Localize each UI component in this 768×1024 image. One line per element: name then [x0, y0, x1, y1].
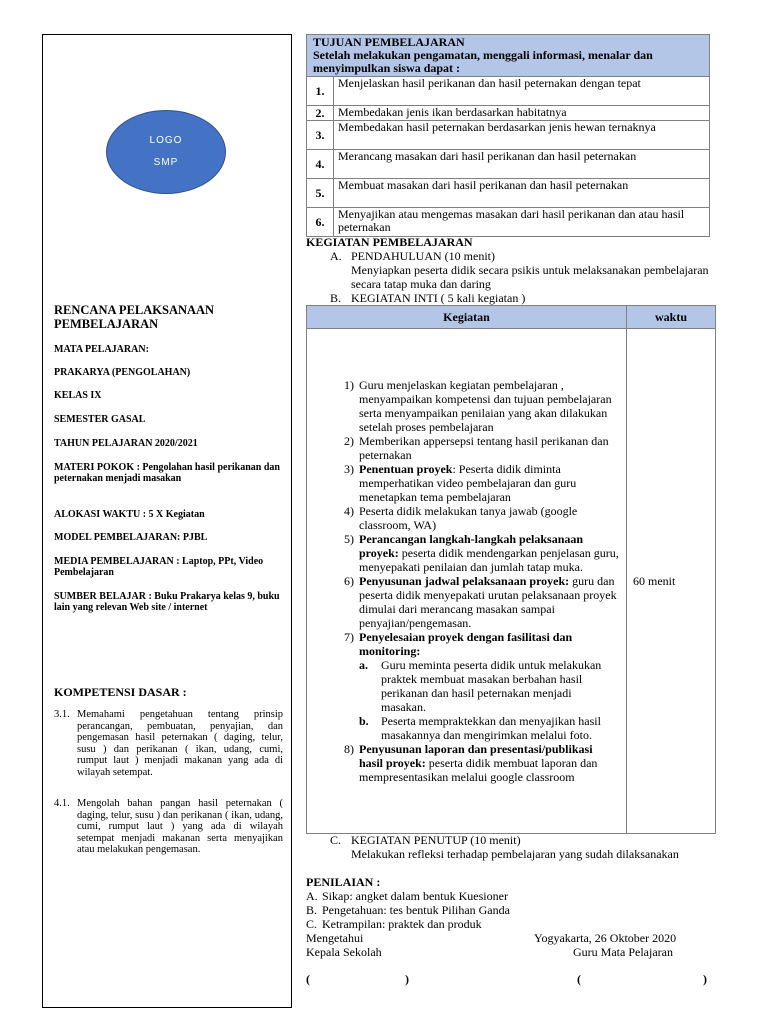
section-b-label: B.	[330, 291, 342, 305]
goals-header	[307, 35, 710, 77]
teacher-name-open: (	[577, 972, 581, 986]
meta-main-material: MATERI POKOK : Pengolahan hasil perikanan dan peternakan menjadi masakan	[54, 462, 280, 484]
section-c-text: Melakukan refleksi terhadap pembelajaran yang sudah dilaksanakan	[351, 847, 679, 861]
goal-number: 2.	[307, 106, 334, 121]
goal-number: 1.	[307, 77, 334, 106]
list-item: 5) Perancangan langkah-langkah pelaksanaan proyek: peserta didik mendengarkan penjelasan guru, menyepakati penilaian dan jumlah tatap muka.	[344, 531, 619, 574]
list-item: 4) Peserta didik melakukan tanya jawab (google classroom, WA)	[344, 503, 578, 532]
goals-intro: Setelah melakukan pengamatan, menggali informasi, menalar dan menyimpulkan siswa dapat :	[313, 48, 653, 75]
list-item: 1) Guru menjelaskan kegiatan pembelajaran , menyampaikan kompetensi dan tujuan pembelajaran serta menyampaikan penilaian yang akan dilakukan setelah proses pembelajaran	[344, 377, 612, 434]
time-column-header: waktu	[627, 306, 716, 329]
goal-number: 5.	[307, 179, 334, 208]
principal-name-close: )	[405, 972, 409, 986]
goal-row	[307, 150, 710, 179]
goal-text: Membedakan jenis ikan berdasarkan habitatnya	[334, 106, 710, 121]
activity-list	[308, 377, 625, 786]
meta-learning-model: MODEL PEMBELAJARAN: PJBL	[54, 532, 208, 543]
section-b-title: KEGIATAN INTI ( 5 kali kegiatan )	[351, 291, 526, 305]
competency-number: 3.1.	[54, 709, 70, 720]
place-date: Yogyakarta, 26 Oktober 2020	[534, 931, 677, 945]
school-logo	[106, 110, 226, 194]
competency-text: Memahami pengetahuan tentang prinsip perancangan, pembuatan, penyajian, dan pengemasan hasil peternakan ( daging, telur, susu ) dan perikanan ( ikan, udang, cumi, rumput laut ) menjadi makanan yang ada di wilayah setempat.	[77, 709, 283, 778]
meta-time-allocation: ALOKASI WAKTU : 5 X Kegiatan	[54, 509, 205, 520]
competency-number: 4.1.	[54, 798, 70, 809]
meta-subject-label: MATA PELAJARAN:	[54, 344, 149, 355]
list-item: 7) Penyelesaian proyek dengan fasilitasi dan monitoring: a. Guru meminta peserta didik untuk melakukan praktek membuat masakan berbahan hasil perikanan dan hasil peternakan menjadi masakan. b. Peserta mempraktekkan dan menyajikan hasil masakannya dan mengirimkan melalui foto.	[332, 630, 619, 742]
competency-item	[54, 709, 283, 778]
goal-row	[307, 121, 710, 150]
assessment-item: A. Sikap: angket dalam bentuk Kuesioner	[306, 889, 508, 903]
meta-learning-media: MEDIA PEMBELAJARAN : Laptop, PPt, Video Pembelajaran	[54, 556, 264, 578]
cover-panel	[42, 34, 292, 1008]
competency-heading: KOMPETENSI DASAR :	[54, 685, 187, 699]
teacher-role: Guru Mata Pelajaran	[573, 945, 673, 959]
meta-subject: PRAKARYA (PENGOLAHAN)	[54, 367, 191, 378]
section-c-title: KEGIATAN PENUTUP (10 menit)	[351, 833, 521, 847]
competency-text: Mengolah bahan pangan hasil peternakan ( daging, telur, susu ) dan perikanan ( ikan, udang, cumi, rumput laut ) yang ada di wilayah setempat menjadi makanan serta menyajikan atau melakukan pengemasan.	[77, 798, 283, 855]
goal-number: 3.	[307, 121, 334, 150]
section-a-label: A.	[330, 249, 342, 263]
learning-goals-table	[306, 34, 710, 237]
logo-subtext: SMP	[153, 157, 179, 168]
goals-title: TUJUAN PEMBELAJARAN	[313, 35, 465, 49]
goal-row	[307, 77, 710, 106]
section-a-title: PENDAHULUAN (10 menit)	[351, 249, 495, 263]
activities-heading: KEGIATAN PEMBELAJARAN	[306, 235, 473, 249]
section-c-label: C.	[330, 833, 342, 847]
goal-text: Merancang masakan dari hasil perikanan dan hasil peternakan	[334, 150, 710, 179]
competency-item	[54, 798, 283, 856]
meta-class: KELAS IX	[54, 390, 102, 401]
goal-row	[307, 106, 710, 121]
goal-row	[307, 208, 710, 237]
activity-column-header: Kegiatan	[307, 306, 627, 329]
assessment-item: B. Pengetahuan: tes bentuk Pilihan Ganda	[306, 903, 510, 917]
logo-text: LOGO	[149, 135, 183, 146]
teacher-name-close: )	[703, 972, 707, 986]
meta-school-year: TAHUN PELAJARAN 2020/2021	[54, 438, 198, 449]
goal-text: Membuat masakan dari hasil perikanan dan hasil peternakan	[334, 179, 710, 208]
goal-number: 6.	[307, 208, 334, 237]
time-cell: 60 menit	[627, 329, 716, 834]
meta-semester: SEMESTER GASAL	[54, 414, 146, 425]
document-title: RENCANA PELAKSANAAN PEMBELAJARAN	[54, 303, 215, 331]
list-item: 6) Penyusunan jadwal pelaksanaan proyek: guru dan peserta didik menyepakati urutan pelaksanaan proyek dimulai dari merancang masakan sampai penyajian/pengemasan.	[344, 573, 617, 630]
section-a-text: Menyiapkan peserta didik secara psikis untuk melaksanakan pembelajaran secara tatap muka dan daring	[351, 263, 709, 291]
acknowledged-label: Mengetahui	[306, 931, 364, 945]
meta-learning-sources: SUMBER BELAJAR : Buku Prakarya kelas 9, buku lain yang relevan Web site / internet	[54, 591, 280, 613]
core-activities-table	[306, 305, 716, 834]
sub-list-item: b. Peserta mempraktekkan dan menyajikan hasil masakannya dan mengirimkan melalui foto.	[359, 713, 601, 742]
assessment-item: C. Ketrampilan: praktek dan produk	[306, 917, 482, 931]
goal-text: Menjelaskan hasil perikanan dan hasil peternakan dengan tepat	[334, 77, 710, 106]
list-item: 2) Memberikan appersepsi tentang hasil perikanan dan peternakan	[344, 433, 609, 462]
goal-row	[307, 179, 710, 208]
goal-text: Menyajikan atau mengemas masakan dari hasil perikanan dan atau hasil peternakan	[334, 208, 710, 237]
principal-role: Kepala Sekolah	[306, 945, 382, 959]
list-item: 8) Penyusunan laporan dan presentasi/publikasi hasil proyek: peserta didik membuat laporan dan mempresentasikan melalui google classroom	[344, 741, 598, 784]
goal-number: 4.	[307, 150, 334, 179]
list-item: 3) Penentuan proyek: Peserta didik diminta memperhatikan video pembelajaran dan guru menetapkan tema pembelajaran	[344, 461, 577, 504]
goal-text: Membedakan hasil peternakan berdasarkan jenis hewan ternaknya	[334, 121, 710, 150]
principal-name-open: (	[306, 972, 310, 986]
assessment-heading: PENILAIAN :	[306, 875, 381, 889]
sub-list-item: a. Guru meminta peserta didik untuk melakukan praktek membuat masakan berbahan hasil perikanan dan hasil peternakan menjadi masakan.	[359, 657, 602, 714]
activity-cell	[307, 329, 627, 834]
